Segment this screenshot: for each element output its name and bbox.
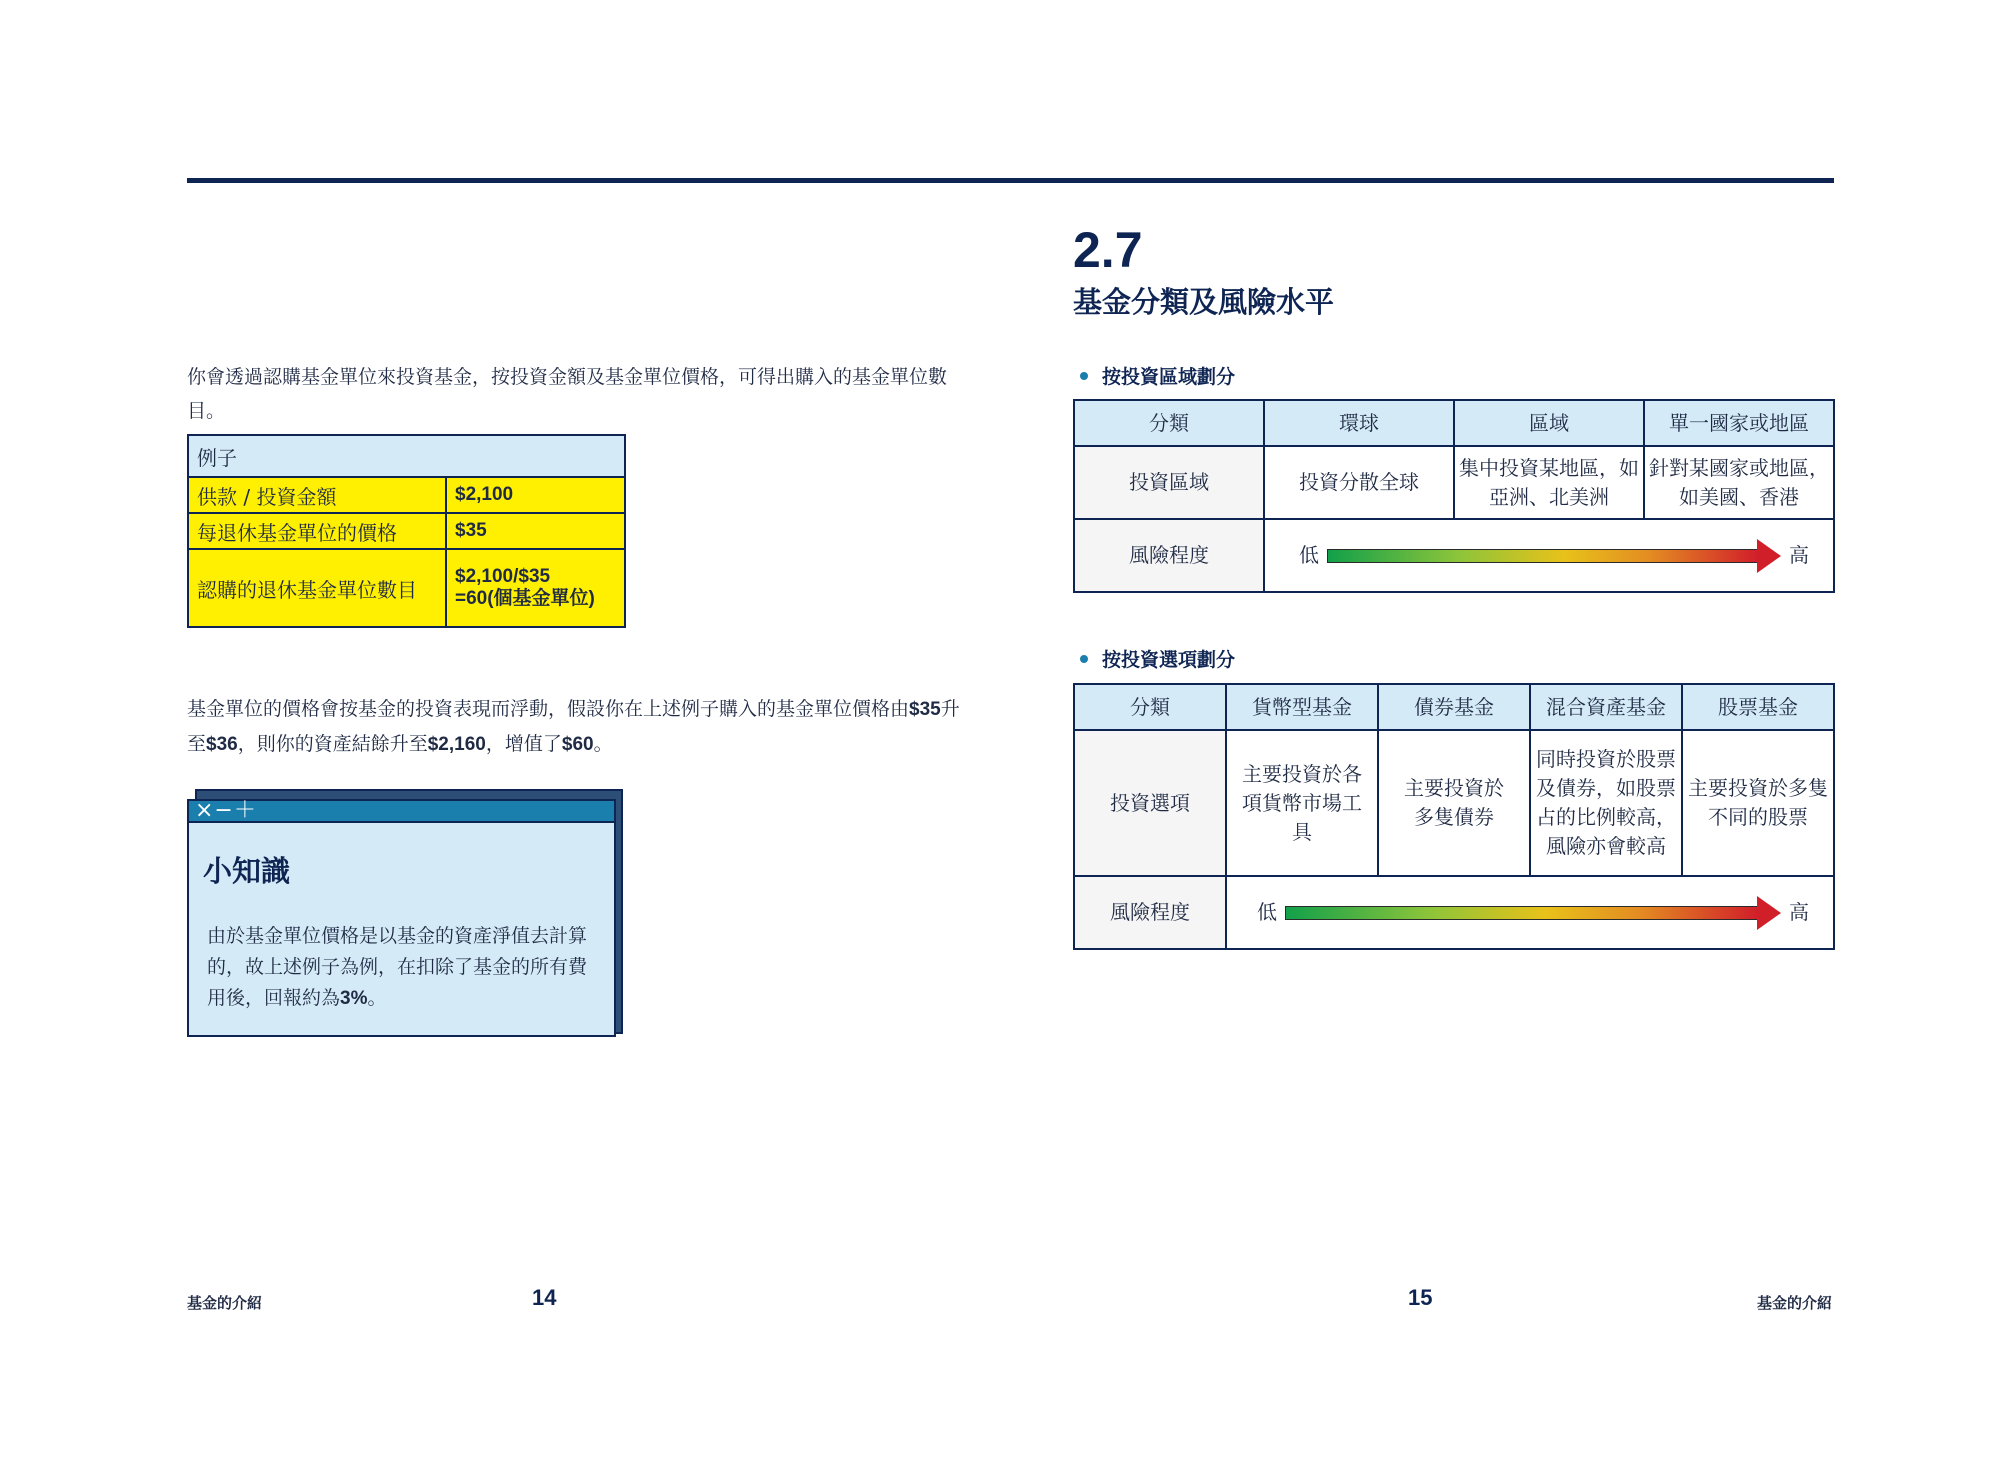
row-label: 投資選項 — [1074, 730, 1226, 876]
example-value: $35 — [446, 513, 625, 549]
row-label: 投資區域 — [1074, 446, 1264, 519]
table-header-row — [1074, 684, 1834, 730]
row-label: 風險程度 — [1074, 876, 1226, 949]
bold-amount: $36 — [206, 734, 238, 755]
table-row — [1074, 519, 1834, 592]
column-header: 環球 — [1264, 400, 1454, 446]
risk-scale — [1264, 519, 1834, 592]
risk-high-label: 高 — [1789, 543, 1809, 567]
example-value-line1: $2,100/$35 — [455, 566, 551, 587]
table-cell: 投資分散全球 — [1264, 446, 1454, 519]
section-title: 基金分類及風險水平 — [1073, 285, 1335, 319]
text-span: 。 — [367, 987, 387, 1009]
column-header: 混合資產基金 — [1530, 684, 1682, 730]
bold-amount: 3% — [340, 988, 368, 1009]
table-header-row — [1074, 400, 1834, 446]
example-label: 認購的退休基金單位數目 — [188, 549, 446, 627]
bold-amount: $2,160 — [427, 734, 486, 755]
table-cell: 主要投資於各項貨幣市場工具 — [1226, 730, 1378, 876]
price-change-paragraph — [187, 692, 977, 762]
risk-high-label: 高 — [1789, 900, 1809, 924]
tip-window-bar — [189, 798, 614, 823]
top-rule — [187, 178, 1834, 183]
risk-scale — [1226, 876, 1834, 949]
table-cell: 主要投資於多隻不同的股票 — [1682, 730, 1834, 876]
table-row — [188, 549, 625, 627]
text-span: ，增值了 — [485, 733, 562, 755]
bullet-label: 按投資選項劃分 — [1102, 649, 1236, 671]
page-number-left: 14 — [532, 1285, 557, 1310]
section-number: 2.7 — [1073, 222, 1143, 278]
text-span: ，則你的資產結餘升至 — [237, 733, 428, 755]
page-number-right: 15 — [1408, 1285, 1433, 1310]
text-span: 基金單位的價格會按基金的投資表現而浮動，假設你在上述例子購入的基金單位價格由 — [187, 698, 910, 720]
table-cell: 同時投資於股票及債券，如股票占的比例較高，風險亦會較高 — [1530, 730, 1682, 876]
region-table — [1073, 399, 1835, 593]
bullet-dot-icon — [1080, 372, 1088, 380]
text-span: 。 — [593, 733, 613, 755]
tip-body — [207, 921, 602, 1014]
example-label: 供款 / 投資金額 — [188, 477, 446, 513]
risk-low-label: 低 — [1299, 543, 1319, 567]
footer-label-left: 基金的介紹 — [187, 1294, 263, 1312]
tip-title: 小知識 — [203, 854, 291, 888]
column-header: 分類 — [1074, 400, 1264, 446]
window-controls-icon: ×−＋ — [195, 798, 257, 823]
bullet-region — [1080, 362, 1235, 389]
text-span: 由於基金單位價格是以基金的資產淨值去計算的，故上述例子為例，在扣除了基金的所有費用後，回報約為 — [207, 925, 588, 1009]
column-header: 單一國家或地區 — [1644, 400, 1834, 446]
example-label: 每退休基金單位的價格 — [188, 513, 446, 549]
table-row — [188, 477, 625, 513]
table-row — [188, 513, 625, 549]
bullet-label: 按投資區域劃分 — [1102, 366, 1236, 388]
row-label: 風險程度 — [1074, 519, 1264, 592]
table-cell: 針對某國家或地區，如美國、香港 — [1644, 446, 1834, 519]
table-row — [1074, 446, 1834, 519]
risk-low-label: 低 — [1257, 900, 1277, 924]
tip-box — [187, 799, 616, 1037]
example-value-line2: =60(個基金單位) — [455, 588, 595, 609]
example-value — [446, 549, 625, 627]
table-cell: 主要投資於多隻債券 — [1378, 730, 1530, 876]
example-table — [187, 434, 626, 628]
options-table — [1073, 683, 1835, 950]
example-value: $2,100 — [446, 477, 625, 513]
column-header: 貨幣型基金 — [1226, 684, 1378, 730]
table-row — [1074, 730, 1834, 876]
column-header: 區域 — [1454, 400, 1644, 446]
bold-amount: $35 — [909, 699, 941, 720]
bullet-dot-icon — [1080, 655, 1088, 663]
table-row — [1074, 876, 1834, 949]
bold-amount: $60 — [561, 734, 594, 755]
example-header: 例子 — [188, 435, 625, 477]
column-header: 股票基金 — [1682, 684, 1834, 730]
text-span: 升至 — [187, 698, 960, 755]
risk-arrow-icon — [1285, 896, 1781, 930]
bullet-options — [1080, 645, 1235, 672]
intro-paragraph: 你會透過認購基金單位來投資基金，按投資金額及基金單位價格，可得出購入的基金單位數目。 — [187, 366, 948, 422]
column-header: 分類 — [1074, 684, 1226, 730]
table-cell: 集中投資某地區，如亞洲、北美洲 — [1454, 446, 1644, 519]
footer-label-right: 基金的介紹 — [1757, 1294, 1833, 1312]
column-header: 債券基金 — [1378, 684, 1530, 730]
risk-arrow-icon — [1327, 539, 1781, 573]
